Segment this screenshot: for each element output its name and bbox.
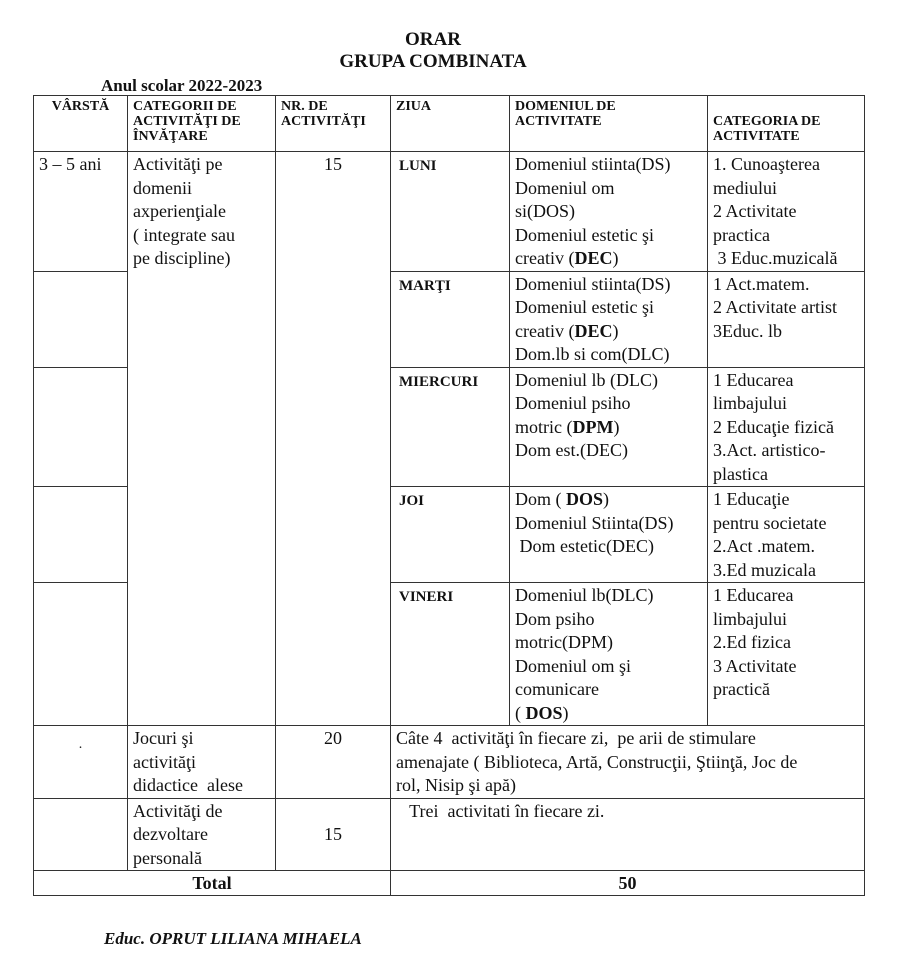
domain-line: si(DOS) bbox=[515, 201, 576, 221]
header-day: ZIUA bbox=[391, 96, 510, 152]
games-description bbox=[391, 726, 865, 799]
domain-line: Domeniul om bbox=[515, 177, 615, 198]
domain-line: comunicare bbox=[515, 679, 599, 699]
category-line: personală bbox=[133, 847, 202, 868]
activity-category-line: 2 Activitate bbox=[713, 201, 797, 221]
day-name: VINERI bbox=[391, 583, 510, 726]
day-categories bbox=[708, 487, 865, 583]
category-line: Jocuri şi bbox=[133, 728, 194, 748]
total-label: Total bbox=[34, 871, 391, 896]
domain-line: Domeniul psiho bbox=[515, 393, 631, 413]
header-category: CATEGORII DE ACTIVITĂŢI DE ÎNVĂŢARE bbox=[128, 96, 276, 152]
category-line: ( integrate sau bbox=[133, 224, 235, 245]
day-name: JOI bbox=[391, 487, 510, 583]
category-line: domenii bbox=[133, 177, 192, 198]
age-cell-empty bbox=[34, 367, 128, 487]
category-line: Activităţi de bbox=[133, 800, 223, 821]
day-name: LUNI bbox=[391, 152, 510, 272]
activity-category-line: 1 Educaţie bbox=[713, 489, 790, 509]
activity-category-line: 3Educ. lb bbox=[713, 320, 782, 341]
category-line: Activităţi pe bbox=[133, 154, 223, 174]
day-categories bbox=[708, 271, 865, 367]
age-cell-empty bbox=[34, 271, 128, 367]
domain-line: Domeniul stiinta(DS) bbox=[515, 273, 671, 294]
domain-line: Domeniul Stiinta(DS) bbox=[515, 512, 674, 533]
domain-line: creativ (DEC) bbox=[515, 320, 619, 341]
header-age: VÂRSTĂ bbox=[34, 96, 128, 152]
category-line: activităţi bbox=[133, 751, 196, 772]
domain-line: Domeniul om şi bbox=[515, 655, 631, 676]
school-year: Anul scolar 2022-2023 bbox=[101, 76, 263, 95]
activity-category-line: 2.Act .matem. bbox=[713, 536, 815, 556]
document-subtitle: GRUPA COMBINATA bbox=[339, 51, 527, 72]
category-line: axperienţiale bbox=[133, 201, 226, 221]
activity-category-line: practică bbox=[713, 679, 770, 699]
description-line: Câte 4 activităţi în fiecare zi, pe arii de stimulare bbox=[396, 728, 756, 748]
day-name: MARŢI bbox=[391, 271, 510, 367]
description-line: rol, Nisip şi apă) bbox=[396, 775, 516, 795]
day-name: MIERCURI bbox=[391, 367, 510, 487]
day-domains bbox=[510, 583, 708, 726]
category-cell bbox=[128, 152, 276, 726]
domain-line: Dom psiho bbox=[515, 608, 595, 629]
document-title: ORAR bbox=[405, 29, 461, 50]
domain-line: motric(DPM) bbox=[515, 632, 613, 652]
dot-mark: . bbox=[78, 737, 83, 752]
day-domains bbox=[510, 152, 708, 272]
category-line: pe discipline) bbox=[133, 248, 231, 268]
domain-line: motric (DPM) bbox=[515, 416, 620, 437]
personal-row bbox=[34, 798, 865, 871]
domain-line: Domeniul lb(DLC) bbox=[515, 585, 654, 605]
age-cell: 3 – 5 ani bbox=[34, 152, 128, 272]
activity-category-line: 1 Act.matem. bbox=[713, 273, 810, 294]
activity-category-line: 3.Act. artistico- bbox=[713, 440, 826, 460]
personal-description: Trei activitati în fiecare zi. bbox=[391, 798, 865, 871]
games-age-cell bbox=[34, 726, 128, 799]
activity-category-line: 1 Educarea bbox=[713, 585, 794, 605]
age-cell-empty bbox=[34, 487, 128, 583]
domain-line: Dom estetic(DEC) bbox=[515, 536, 654, 556]
games-category bbox=[128, 726, 276, 799]
day-categories bbox=[708, 367, 865, 487]
age-cell-empty bbox=[34, 583, 128, 726]
header-activity-category: CATEGORIA DE ACTIVITATE bbox=[708, 96, 865, 152]
schedule-table bbox=[33, 95, 865, 896]
domain-line: ( DOS) bbox=[515, 702, 569, 723]
day-domains bbox=[510, 487, 708, 583]
activity-category-line: limbajului bbox=[713, 393, 787, 413]
activity-category-line: pentru societate bbox=[713, 512, 827, 533]
activity-category-line: 3 Activitate bbox=[713, 655, 797, 676]
description-line: amenajate ( Biblioteca, Artă, Construcţii, Ştiinţă, Joc de bbox=[396, 751, 798, 772]
header-row bbox=[34, 96, 865, 152]
activity-category-line: mediului bbox=[713, 177, 777, 198]
total-row bbox=[34, 871, 865, 896]
day-categories bbox=[708, 152, 865, 272]
category-line: didactice alese bbox=[133, 775, 243, 795]
domain-line: Domeniul estetic şi bbox=[515, 224, 654, 245]
activity-category-line: 3 Educ.muzicală bbox=[713, 248, 838, 268]
domain-line: Dom ( DOS) bbox=[515, 489, 610, 509]
domain-line: Domeniul stiinta(DS) bbox=[515, 154, 671, 174]
total-value: 50 bbox=[391, 871, 865, 896]
domain-line: Domeniul lb (DLC) bbox=[515, 369, 658, 390]
author-signature: Educ. OPRUT LILIANA MIHAELA bbox=[104, 929, 362, 948]
header-count: NR. DE ACTIVITĂŢI bbox=[276, 96, 391, 152]
category-line: dezvoltare bbox=[133, 824, 208, 844]
activity-category-line: 2 Educaţie fizică bbox=[713, 416, 834, 437]
activity-category-line: 2.Ed fizica bbox=[713, 632, 791, 652]
day-domains bbox=[510, 367, 708, 487]
games-row bbox=[34, 726, 865, 799]
games-count: 20 bbox=[276, 726, 391, 799]
activity-category-line: 1 Educarea bbox=[713, 369, 794, 390]
domain-line: Domeniul estetic şi bbox=[515, 297, 654, 317]
activity-category-line: limbajului bbox=[713, 608, 787, 629]
count-cell: 15 bbox=[276, 152, 391, 726]
activity-category-line: plastica bbox=[713, 463, 768, 484]
activity-category-line: 3.Ed muzicala bbox=[713, 559, 816, 580]
day-row bbox=[34, 152, 865, 272]
day-domains bbox=[510, 271, 708, 367]
day-categories bbox=[708, 583, 865, 726]
personal-category bbox=[128, 798, 276, 871]
personal-age-cell bbox=[34, 798, 128, 871]
domain-line: creativ (DEC) bbox=[515, 248, 619, 268]
domain-line: Dom.lb si com(DLC) bbox=[515, 344, 670, 364]
domain-line: Dom est.(DEC) bbox=[515, 440, 628, 460]
activity-category-line: 2 Activitate artist bbox=[713, 297, 837, 317]
activity-category-line: practica bbox=[713, 224, 770, 245]
activity-category-line: 1. Cunoaşterea bbox=[713, 154, 820, 174]
header-domain: DOMENIUL DE ACTIVITATE bbox=[510, 96, 708, 152]
personal-count: 15 bbox=[276, 798, 391, 871]
